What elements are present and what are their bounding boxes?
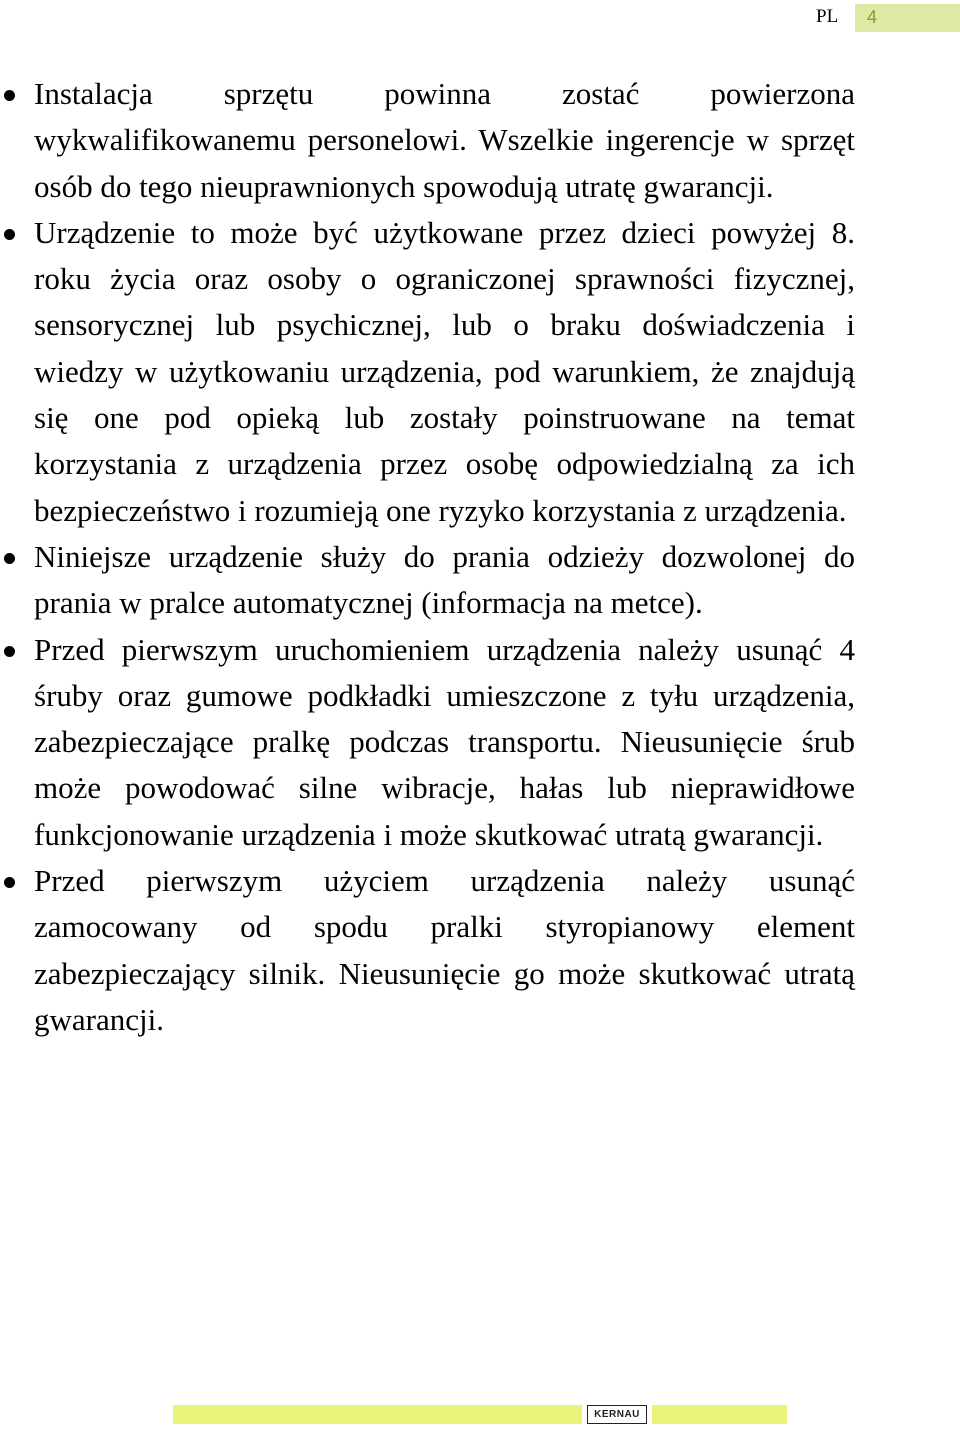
page-header bbox=[0, 0, 960, 40]
list-item-text: Urządzenie to może być użytkowane przez dzieci powyżej 8. roku życia oraz osoby o ograniczonej sprawności fizycznej, sensorycznej lub psychicznej, lub o braku doświadczenia i wiedzy w użytkowaniu urządzenia, pod warunkiem, że znajdują się one pod opieką lub zostały poinstruowane na temat korzystania z urządzenia przez osobę odpowiedzialną za ich bezpieczeństwo i rozumieją one ryzyko korzystania z urządzenia. bbox=[34, 214, 855, 528]
bullet-icon bbox=[4, 90, 15, 101]
safety-instructions-list bbox=[0, 71, 960, 1043]
list-item-text: Instalacja sprzętu powinna zostać powierzona wykwalifikowanemu personelowi. Wszelkie ingerencje w sprzęt osób do tego nieuprawnionych spowodują utratę gwarancji. bbox=[34, 76, 855, 204]
page-number: 4 bbox=[867, 7, 878, 27]
footer-accent-bar-left bbox=[173, 1405, 582, 1424]
footer-accent-bar-right bbox=[652, 1405, 787, 1424]
list-item bbox=[34, 534, 855, 627]
brand-logo: KERNAU bbox=[587, 1405, 647, 1424]
list-item-text: Przed pierwszym uruchomieniem urządzenia należy usunąć 4 śruby oraz gumowe podkładki umieszczone z tyłu urządzenia, zabezpieczające pralkę podczas transportu. Nieusunięcie śrub może powodować silne wibracje, hałas lub nieprawidłowe funkcjonowanie urządzenia i może skutkować utratą gwarancji. bbox=[34, 631, 855, 852]
bullet-icon bbox=[4, 646, 15, 657]
page-number-box bbox=[855, 4, 960, 32]
list-item bbox=[34, 71, 855, 210]
bullet-icon bbox=[4, 229, 15, 240]
list-item bbox=[34, 627, 855, 858]
language-label: PL bbox=[816, 6, 839, 27]
list-item-text: Niniejsze urządzenie służy do prania odzieży dozwolonej do prania w pralce automatycznej (informacja na metce). bbox=[34, 538, 855, 621]
list-item bbox=[34, 210, 855, 534]
bullet-icon bbox=[4, 877, 15, 888]
list-item bbox=[34, 858, 855, 1043]
list-item-text: Przed pierwszym użyciem urządzenia należy usunąć zamocowany od spodu pralki styropianowy element zabezpieczający silnik. Nieusunięcie go może skutkować utratą gwarancji. bbox=[34, 863, 855, 1037]
bullet-icon bbox=[4, 553, 15, 564]
